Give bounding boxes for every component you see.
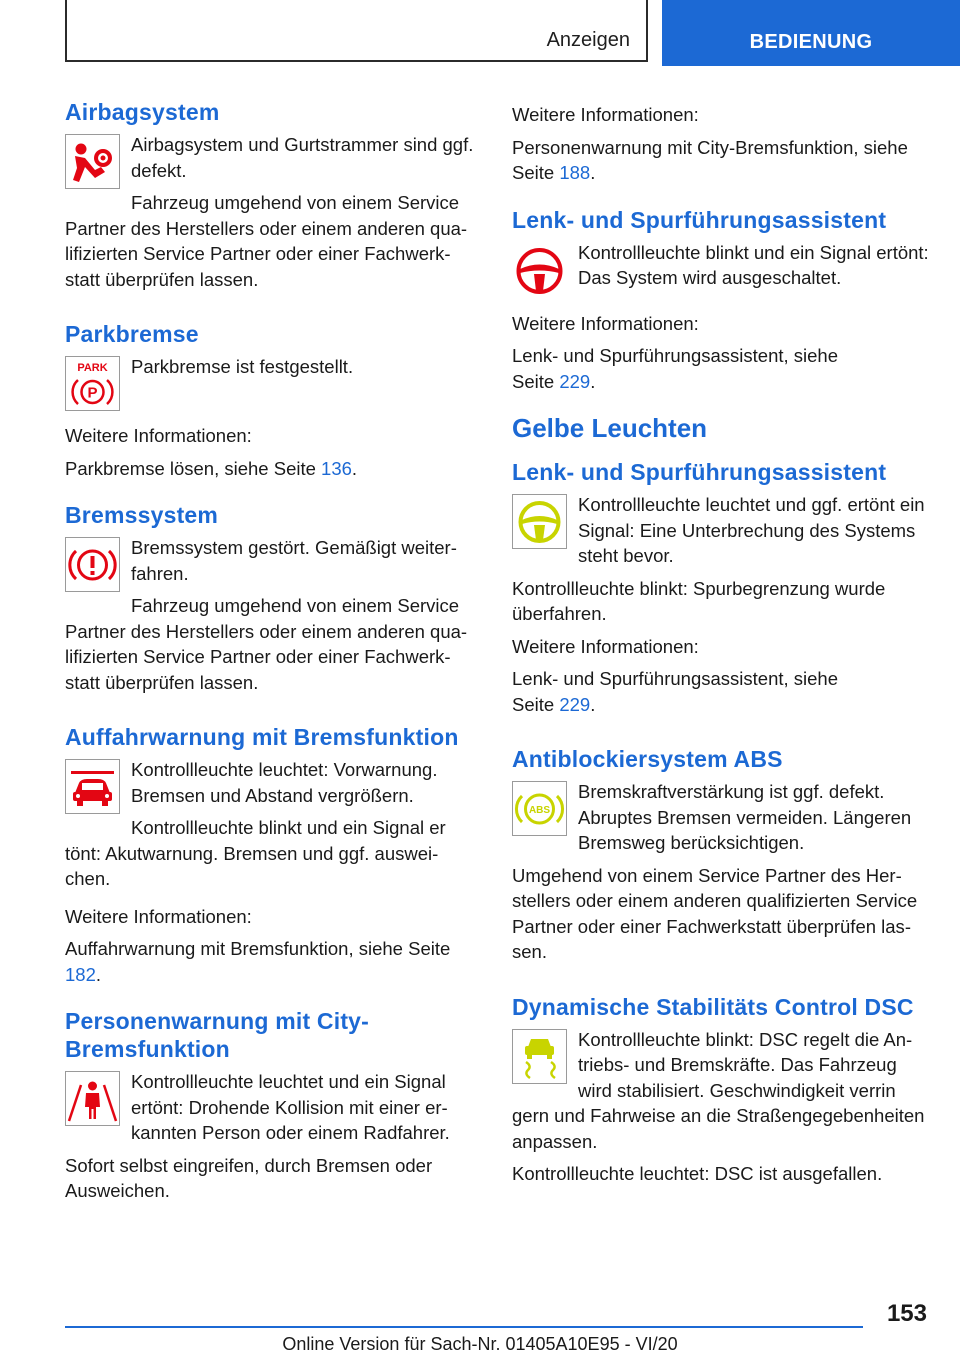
steer-red-more-label: Weitere Informationen:: [512, 312, 699, 334]
steer-yellow-lead: Kontrollleuchte leuchtet und ggf. ertönt ein Signal: Eine Unterbrechung des Systems steht bevor.: [578, 494, 925, 566]
brake-heading: Bremssystem: [65, 502, 219, 528]
collision-action-start: Kontrollleuchte blinkt und ein Signal er: [131, 817, 446, 838]
abs-icon-label: ABS: [528, 805, 551, 816]
person-lead: Kontrollleuchte leuchtet und ein Signal ertönt: Drohende Kollision mit einer erkannten Person oder einem Radfahrer.: [131, 1071, 450, 1143]
steer-yellow-heading: Lenk- und Spurführungsassistent: [512, 459, 887, 485]
airbag-action-start: Fahrzeug umgehend von einem Service: [131, 192, 460, 213]
dsc-warning-icon: [512, 1029, 567, 1084]
airbag-heading: Airbagsystem: [65, 99, 220, 125]
park-lead: Parkbremse ist festgestellt.: [131, 356, 354, 377]
chapter-tab: BEDIENUNG: [662, 0, 960, 66]
steer-yellow-more-label: Weitere Informationen:: [512, 635, 699, 657]
airbag-lead: Airbagsystem und Gurtstrammer sind ggf. defekt.: [131, 134, 474, 181]
dsc-lead: Kontrollleuchte blinkt: DSC regelt die Antriebs- und Bremskräfte. Das Fahrzeug wird stabilisiert. Geschwindigkeit verrin: [578, 1028, 913, 1101]
right-column: [512, 98, 930, 1187]
svg-text:P: P: [87, 384, 98, 402]
steer-red-page-link[interactable]: 229: [559, 370, 591, 392]
steering-wheel-red-icon: [512, 242, 567, 297]
brake-block: [65, 535, 477, 619]
abs-action: Umgehend von einem Service Partner des Herstellers oder einem anderen qualifizierten Service Partner oder einer Fachwerkstatt überprüfen lassen.: [512, 864, 918, 962]
park-heading: Parkbremse: [65, 321, 199, 347]
collision-more-label: Weitere Informationen:: [65, 905, 252, 927]
steer-red-lead: Kontrollleuchte blinkt und ein Signal ertönt: Das System wird ausgeschaltet.: [578, 241, 929, 288]
page-number: 153: [886, 1300, 927, 1327]
left-column: [65, 98, 477, 1204]
person-action: Sofort selbst eingreifen, durch Bremsen oder Ausweichen.: [65, 1154, 433, 1201]
abs-lead: Bremskraftverstärkung ist ggf. defekt. Abruptes Bremsen vermeiden. Längeren Bremsweg berücksichtigen.: [578, 781, 912, 853]
park-block: [65, 354, 477, 411]
person-block: [65, 1069, 477, 1146]
person-more-label: Weitere Informationen:: [512, 104, 699, 125]
pedestrian-warning-icon: [65, 1071, 120, 1126]
steer-yellow-block: [512, 492, 930, 569]
steer-red-heading: Lenk- und Spurführungsassistent: [512, 206, 887, 233]
abs-warning-icon: [512, 781, 567, 836]
page-header: [0, 0, 960, 66]
steer-red-reference: Lenk- und Spurführungsassistent, siehe Seite 229.: [512, 345, 839, 392]
park-reference: Parkbremse lösen, siehe Seite 136.: [65, 457, 358, 479]
person-heading: Personenwarnung mit City-Bremsfunktion: [65, 1008, 370, 1062]
footer-online-version: Online Version für Sach-Nr. 01405A10E95 - VI/20: [282, 1334, 678, 1354]
park-more-label: Weitere Informationen:: [65, 425, 252, 446]
brake-action-start: Fahrzeug umgehend von einem Service: [131, 595, 460, 616]
airbag-warning-icon: [65, 134, 120, 189]
brake-lead: Bremssystem gestört. Gemäßigt weiterfahren.: [131, 537, 457, 584]
airbag-action-rest: Partner des Herstellers oder einem anderen qualifizierten Service Partner oder einer Fachwerkstatt überprüfen lassen.: [65, 217, 468, 290]
steering-wheel-yellow-icon: [512, 494, 567, 549]
dsc-heading: Dynamische Stabilitäts Control DSC: [512, 993, 914, 1020]
steer-yellow-reference: Lenk- und Spurführungsassistent, siehe Seite 229.: [512, 668, 839, 715]
section-header-box: [65, 0, 648, 62]
park-icon-label: PARK: [77, 362, 108, 374]
person-reference: Personenwarnung mit City-Bremsfunktion, siehe Seite 188.: [512, 136, 908, 183]
abs-heading: Antiblockiersystem ABS: [512, 746, 783, 772]
footer-divider: [65, 1326, 863, 1328]
airbag-block: [65, 132, 477, 216]
collision-block: [65, 757, 477, 841]
collision-lead: Kontrollleuchte leuchtet: Vorwarnung. Bremsen und Abstand vergrößern.: [131, 759, 438, 806]
brake-action-rest: Partner des Herstellers oder einem anderen qualifizierten Service Partner oder einer Fachwerkstatt überprüfen lassen.: [65, 620, 468, 693]
person-page-link[interactable]: 188: [559, 162, 591, 183]
section-title: Anzeigen: [546, 29, 630, 51]
steer-yellow-blink: Kontrollleuchte blinkt: Spurbegrenzung wurde überfahren.: [512, 577, 886, 624]
dsc-lead-rest: gern und Fahrweise an die Straßengegebenheiten anpassen.: [512, 1105, 925, 1152]
abs-block: [512, 779, 930, 856]
collision-heading: Auffahrwarnung mit Bremsfunktion: [65, 724, 459, 750]
collision-page-link[interactable]: 182: [65, 963, 96, 985]
steer-yellow-page-link[interactable]: 229: [559, 693, 591, 715]
brake-warning-icon: [65, 537, 120, 592]
park-brake-icon: [65, 356, 120, 411]
steer-red-block: [512, 240, 930, 297]
park-page-link[interactable]: 136: [321, 457, 352, 479]
collision-reference: Auffahrwarnung mit Bremsfunktion, siehe Seite 182.: [65, 938, 451, 985]
collision-action-rest: tönt: Akutwarnung. Bremsen und ggf. ausweichen.: [65, 842, 439, 889]
yellow-lights-heading: Gelbe Leuchten: [512, 413, 708, 443]
collision-warning-icon: [65, 759, 120, 814]
dsc-failed: Kontrollleuchte leuchtet: DSC ist ausgefallen.: [512, 1163, 883, 1184]
dsc-block: [512, 1027, 930, 1104]
